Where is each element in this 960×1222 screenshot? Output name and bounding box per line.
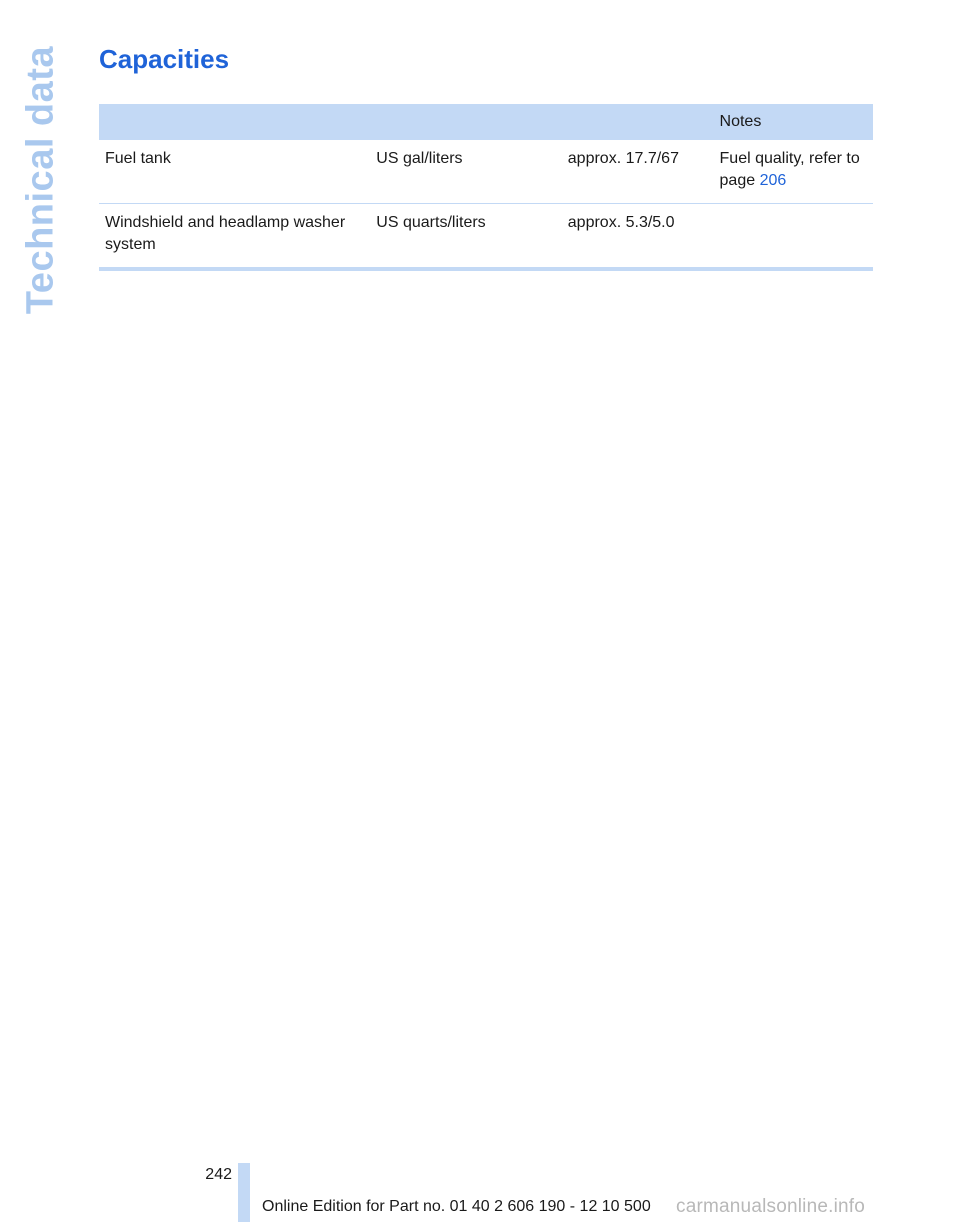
table-cell-note (714, 204, 873, 270)
section-side-tab (20, 40, 62, 320)
watermark: carmanualsonline.info (676, 1196, 866, 1217)
table-header-row (99, 104, 873, 140)
table-cell-unit: US quarts/liters (370, 204, 561, 270)
table-row (99, 204, 873, 270)
table-cell-item: Fuel tank (99, 140, 370, 204)
table-cell-item: Windshield and headlamp washer system (99, 204, 370, 270)
section-side-tab-label: Technical data (19, 45, 62, 315)
table-header-notes: Notes (714, 104, 873, 140)
table-header-cell (370, 104, 561, 140)
table-cell-note (714, 140, 873, 204)
table-row (99, 140, 873, 204)
capacities-table (99, 104, 873, 271)
table-header-cell (562, 104, 714, 140)
table-cell-amount: approx. 5.3/5.0 (562, 204, 714, 270)
table-cell-unit: US gal/liters (370, 140, 561, 204)
table-header-cell (99, 104, 370, 140)
table-cell-amount: approx. 17.7/67 (562, 140, 714, 204)
page-reference-link[interactable]: 206 (759, 172, 787, 189)
footer-accent-bar (238, 1163, 250, 1222)
page-number: 242 (205, 1166, 232, 1183)
footer-edition-text: Online Edition for Part no. 01 40 2 606 190 - 12 10 500 (262, 1198, 651, 1215)
note-text: Fuel quality, refer to page (719, 150, 860, 189)
page-title: Capacities (99, 44, 230, 74)
